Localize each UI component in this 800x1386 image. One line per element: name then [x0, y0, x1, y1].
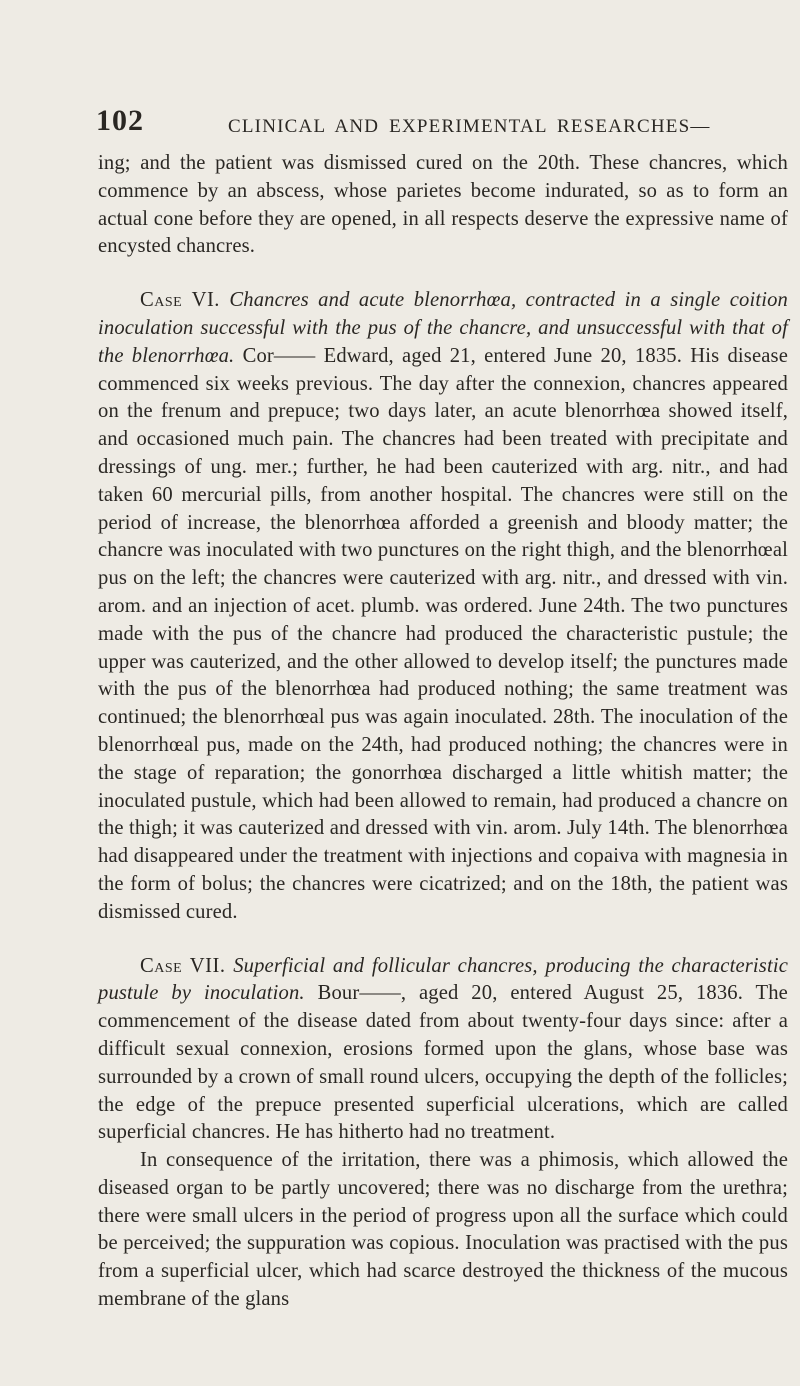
- case-six-label: Case VI.: [140, 289, 220, 312]
- case-six-text: Cor—— Edward, aged 21, entered June 20, 1835. His disease commenced six weeks previous. The day after the connexion, chancres appeared on the frenum and prepuce; two days later, an acute blenorrhœa showed itself, and occasioned much pain. The chancres had been treated with precipitate and dressings of ung. mer.; further, he had been cauterized with arg. nitr., and had taken 60 mercurial pills, from another hospital. The chancres were still on the period of increase, the blenorrhœa afforded a greenish and bloody matter; the chancre was inoculated with two punctures on the right thigh, and the blenorrhœal pus on the left; the chancres were cauterized with arg. nitr., and dressed with vin. arom. and an injection of acet. plumb. was ordered. June 24th. The two punctures made with the pus of the chancre had produced the characteristic pustule; the upper was cauterized, and the other allowed to develop itself; the punctures made with the pus of the blenorrhœa had produced nothing; the same treatment was continued; the blenorrhœal pus was again inoculated. 28th. The inoculation of the blenorrhœal pus, made on the 24th, had produced nothing; the chancres were in the stage of reparation; the gonorrhœa discharged a little whitish matter; the inoculated pustule, which had been allowed to remain, had produced a chancre on the thigh; it was cauterized and dressed with vin. arom. July 14th. The blenorrhœa had disappeared under the treatment with injections and copaiva with magnesia in the form of bolus; the chancres were cicatrized; and on the 18th, the patient was dismissed cured.: [98, 344, 788, 923]
- body-text: [98, 150, 788, 1314]
- case-six-title: Chancres and acute blenorrhœa, contracted in a single coition inoculation successful with the pus of the chancre, and unsuccessful with that of the blenorrhœa.: [98, 289, 788, 367]
- case-seven-label: Case VII.: [140, 954, 226, 977]
- page-number: 102: [96, 104, 144, 137]
- header-title: CLINICAL AND EXPERIMENTAL RESEARCHES—: [228, 116, 711, 137]
- running-header: [96, 104, 786, 144]
- paragraph-continuation: ing; and the patient was dismissed cured on the 20th. These chancres, which commence by an abscess, whose parietes become indurated, so as to form an actual cone before they are opened, in all respects deserve the expressive name of encysted chancres.: [98, 152, 788, 258]
- case-seven-continuation: In consequence of the irritation, there was a phimosis, which allowed the diseased organ to be partly uncovered; there was no discharge from the urethra; there were small ulcers in the period of progress upon all the surface which could be perceived; the suppuration was copious. Inoculation was practised with the pus from a superficial ulcer, which had scarce destroyed the thickness of the mucous membrane of the glans: [98, 1149, 788, 1311]
- case-seven-text: Bour——, aged 20, entered August 25, 1836. The commencement of the disease dated from about twenty-four days since: after a difficult sexual connexion, erosions formed upon the glans, whose base was surrounded by a crown of small round ulcers, occupying the depth of the follicles; the edge of the prepuce presented superficial ulcerations, which are called superficial chancres. He has hitherto had no treatment.: [98, 982, 788, 1144]
- case-seven-title: Superficial and follicular chancres, producing the characteristic pustule by inoculation.: [98, 954, 788, 1005]
- case-seven-paragraph: [98, 953, 788, 1148]
- case-six-paragraph: [98, 287, 788, 926]
